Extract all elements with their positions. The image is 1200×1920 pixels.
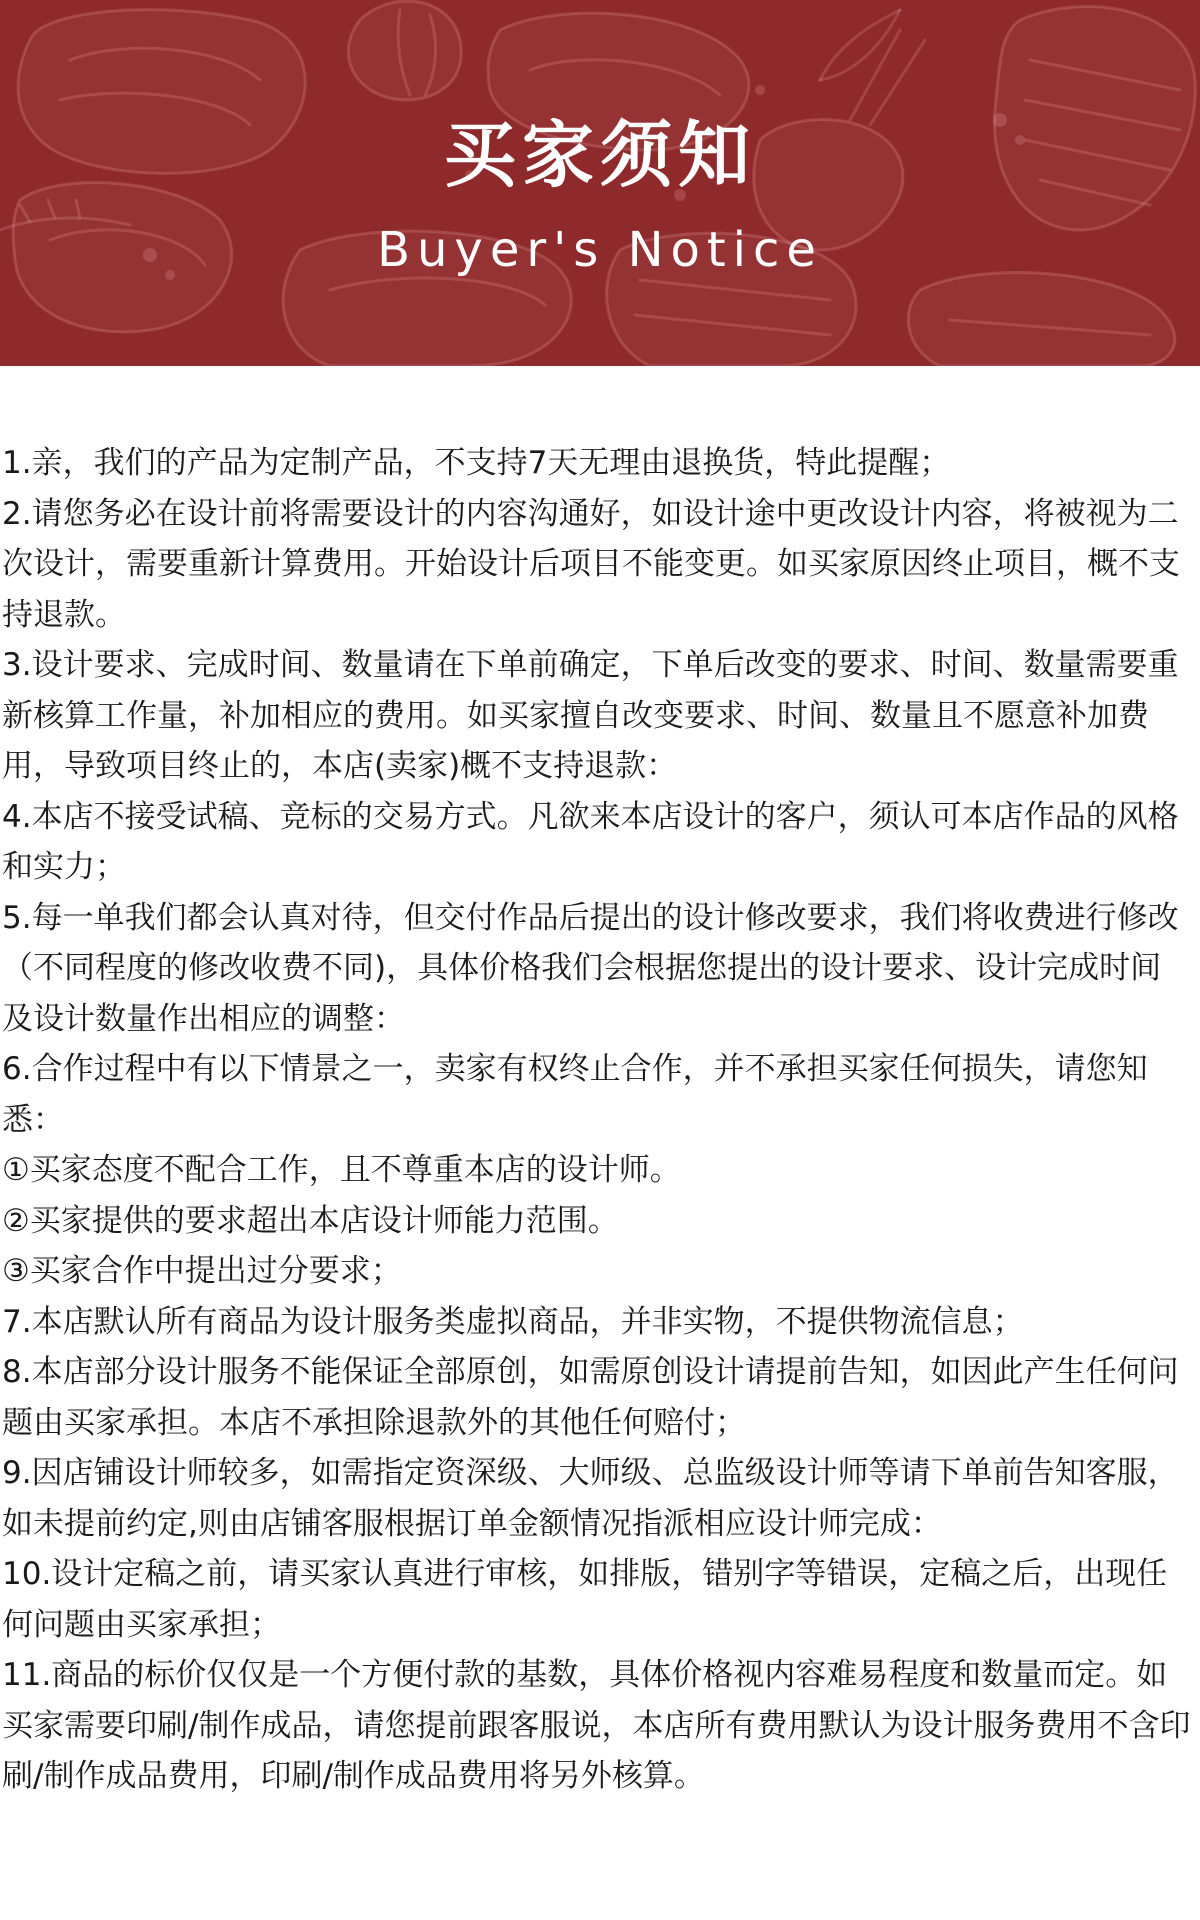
notice-item: 3.设计要求、完成时间、数量请在下单前确定，下单后改变的要求、时间、数量需要重新核算工作量，补加相应的费用。如买家擅自改变要求、时间、数量且不愿意补加费用，导致项目终止的，本店(卖家)概不支持退款： <box>2 647 1179 784</box>
notice-subitem: ①买家态度不配合工作，且不尊重本店的设计师。 <box>2 1152 681 1188</box>
header-banner <box>0 0 1200 366</box>
notice-subitem: ②买家提供的要求超出本店设计师能力范围。 <box>2 1202 619 1239</box>
page-title: 买家须知 <box>443 113 756 197</box>
notice-item: 1.亲，我们的产品为定制产品，不支持7天无理由退换货，特此提醒； <box>2 445 951 481</box>
notice-subitem: ③买家合作中提出过分要求； <box>2 1253 402 1289</box>
notice-item: 9.因店铺设计师较多，如需指定资深级、大师级、总监级设计师等请下单前告知客服，如未提前约定,则由店铺客服根据订单金额情况指派相应设计师完成： <box>2 1455 1179 1542</box>
notice-item: 11.商品的标价仅仅是一个方便付款的基数，具体价格视内容难易程度和数量而定。如买家需要印刷/制作成品，请您提前跟客服说，本店所有费用默认为设计服务费用不含印刷/制作成品费用，印刷/制作成品费用将另外核算。 <box>2 1657 1191 1794</box>
notice-item: 8.本店部分设计服务不能保证全部原创，如需原创设计请提前告知，如因此产生任何问题由买家承担。本店不承担除退款外的其他任何赔付； <box>2 1354 1179 1441</box>
notice-item: 2.请您务必在设计前将需要设计的内容沟通好，如设计途中更改设计内容，将被视为二次设计，需要重新计算费用。开始设计后项目不能变更。如买家原因终止项目，概不支持退款。 <box>2 495 1180 633</box>
notice-item: 4.本店不接受试稿、竞标的交易方式。凡欲来本店设计的客户，须认可本店作品的风格和实力； <box>2 798 1179 885</box>
notice-item: 10.设计定稿之前，请买家认真进行审核，如排版，错别字等错误，定稿之后，出现任何问题由买家承担； <box>2 1556 1168 1643</box>
page-subtitle: Buyer's Notice <box>377 222 823 278</box>
notice-item: 5.每一单我们都会认真对待，但交付作品后提出的设计修改要求，我们将收费进行修改（不同程度的修改收费不同)，具体价格我们会根据您提出的设计要求、设计完成时间及设计数量作出相应的调整： <box>2 899 1179 1037</box>
notice-list <box>2 438 1192 1802</box>
notice-item: 6.合作过程中有以下情景之一，卖家有权终止合作，并不承担买家任何损失，请您知悉： <box>2 1051 1148 1138</box>
notice-item: 7.本店默认所有商品为设计服务类虚拟商品，并非实物，不提供物流信息； <box>2 1303 1024 1340</box>
